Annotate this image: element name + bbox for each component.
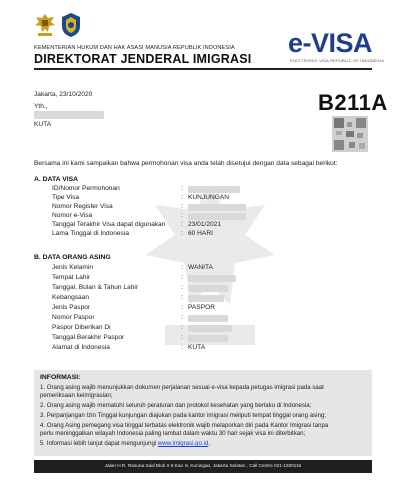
field-label: ID/Nomor Permohonan [52,185,120,192]
field-colon: : [181,230,183,237]
field-colon: : [181,284,183,291]
field-label: Nomor Register Visa [52,203,113,210]
field-label: Tanggal Terakhir Visa dapat digunakan [52,221,166,228]
info-item: 1. Orang asing wajib menunjukkan dokumen perjalanan sesuai e-visa kepada petugas imigrasi pada saat [40,384,324,391]
recipient-location: KUTA [34,121,52,128]
field-colon: : [181,294,183,301]
info-item-website [40,440,362,448]
application-id-redacted [188,186,240,193]
visa-expiry-value: 23/01/2021 [188,221,222,228]
immigration-emblem-icon [60,12,82,38]
evisa-logo-text: e-VISA [288,28,373,58]
evisa-logo [288,28,372,59]
field-colon: : [181,264,183,271]
info-item-text: 5. Informasi lebih lanjut dapat mengunjungi [40,440,157,447]
footer-bar [34,460,372,473]
field-colon: : [181,304,183,311]
field-label: Tipe Visa [52,194,80,201]
passport-expiry-redacted [188,335,228,342]
field-colon: : [181,203,183,210]
field-colon: : [181,324,183,331]
field-colon: : [181,334,183,341]
field-colon: : [181,274,183,281]
imigrasi-website-link[interactable]: www.imigrasi.go.id [157,440,209,447]
passport-number-redacted [188,315,228,322]
letter-date: Jakarta, 23/10/2020 [34,91,93,98]
directorate-title: DIREKTORAT JENDERAL IMIGRASI [34,52,252,66]
header-divider [34,68,372,70]
field-label: Tempat Lahir [52,274,91,281]
ministry-name: KEMENTERIAN HUKUM DAN HAK ASASI MANUSIA REPUBLIK INDONESIA [34,45,235,51]
passport-type-value: PASPOR [188,304,215,311]
field-label: Nomor Paspor [52,314,95,321]
qr-code-icon [332,116,368,152]
info-item: 3. Perpanjangan Izin Tinggal kunjungan diajukan pada kantor imigrasi meliputi tempat tinggal orang asing; [40,412,326,419]
visa-register-redacted [188,204,246,211]
field-label: Tanggal, Bulan & Tahun Lahir [52,284,139,291]
nationality-redacted [188,295,224,302]
information-box [34,370,372,456]
info-item: 2. Orang asing wajib mematuhi seluruh peraturan dan protokol kesehatan yang berlaku di Indonesia; [40,402,312,409]
birthdate-redacted [188,285,228,292]
info-item: 4. Orang Asing pemegang visa tinggal terbatas elektronik wajib melaporkan diri pada Kantor Imigrasi tanpa [40,422,329,429]
field-colon: : [181,212,183,219]
field-colon: : [181,314,183,321]
garuda-emblem-icon [34,12,56,38]
visa-code: B211A [318,90,388,115]
information-title: INFORMASI: [40,374,81,381]
intro-text: Bersama ini kami sampaikan bahwa permohonan visa anda telah disetujui dengan data sebagai berikut: [34,160,338,167]
passport-issued-redacted [188,325,232,332]
gender-value: WANITA [188,264,213,271]
field-colon: : [181,344,183,351]
section-b-title: B. DATA ORANG ASING [34,254,111,261]
field-label: Lama Tinggal di Indonesia [52,230,129,237]
address-value: KUTA [188,344,206,351]
field-colon: : [181,221,183,228]
info-item-end: . [208,440,211,447]
field-label: Jenis Kelamin [52,264,94,271]
field-label: Tanggal Berakhir Paspor [52,334,125,341]
field-colon: : [181,194,183,201]
section-a-title: A. DATA VISA [34,176,79,183]
info-item: pemeriksaan keimigrasian; [40,392,113,399]
evisa-tagline: ELECTRONIC VISA REPUBLIC OF INDONESIA [290,58,385,63]
evisa-number-redacted [188,213,246,220]
field-label: Kebangsaan [52,294,90,301]
field-label: Alamat di Indonesia [52,344,110,351]
field-colon: : [181,185,183,192]
recipient-name-redacted [34,111,104,119]
header-logos [34,12,82,38]
info-item: perlu meninggalkan wilayah Indonesia paling lambat dalam waktu 30 hari sejak visa ini diterbitkan; [40,430,306,437]
field-label: Nomor e-Visa [52,212,93,219]
letter-greeting: Yth., [34,103,48,110]
birthplace-redacted [188,275,236,282]
footer-address: Jalan H.R. Rasuna Said Blok X 6 Kav. 8, Kuningan, Jakarta Selatan , Call Centre 021-1500116 [104,463,302,468]
field-label: Paspor Diberikan Di [52,324,111,331]
stay-length-value: 60 HARI [188,230,213,237]
field-label: Jenis Paspor [52,304,91,311]
visa-type-value: KUNJUNGAN [188,194,230,201]
